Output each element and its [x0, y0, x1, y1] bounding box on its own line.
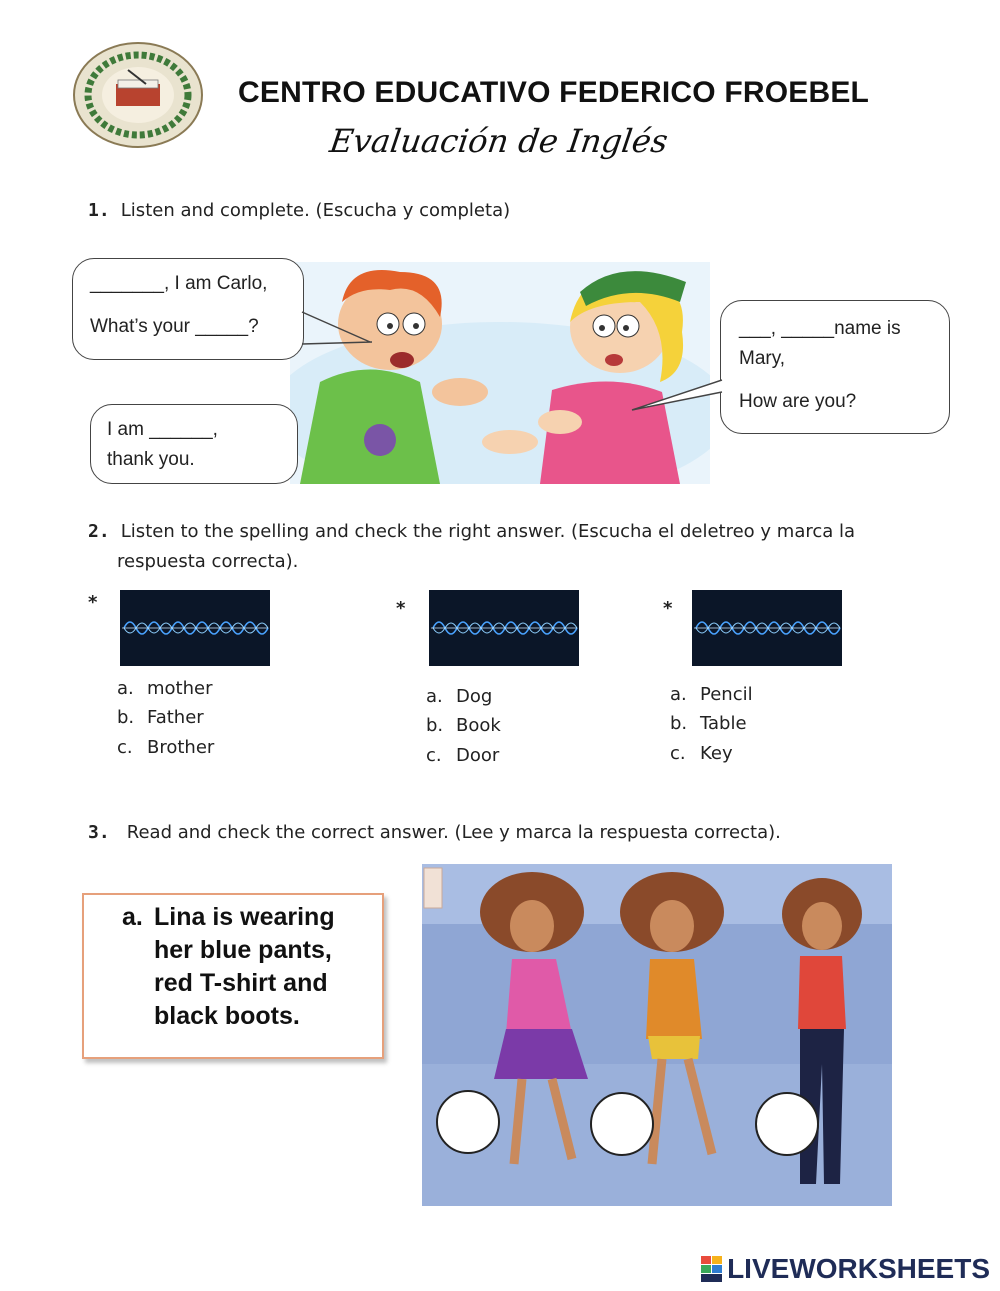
sound-wave-icon [692, 590, 842, 666]
audio-player-3[interactable] [692, 590, 842, 666]
audio-player-1[interactable] [120, 590, 270, 666]
card-line4: black boots. [154, 1002, 300, 1030]
audio-marker-2: * [396, 598, 406, 619]
bubble-carlo-line1: _______, I am Carlo, [90, 273, 268, 294]
card-line3: red T-shirt and [154, 969, 328, 997]
card-letter: a. [122, 903, 143, 931]
three-girls-illustration [422, 864, 892, 1206]
question-1-number: 1. [88, 200, 110, 221]
bubble-mary-line3: How are you? [739, 391, 857, 412]
bubble-mary-line1: ___, _____name is [739, 318, 901, 339]
option-1a[interactable]: a. mother [117, 678, 213, 699]
speech-bubble-mary [720, 300, 950, 434]
question-1-instruction: Listen and complete. (Escucha y completa) [120, 200, 511, 221]
bubble-mary-line2: Mary, [739, 348, 786, 369]
speech-bubble-carlo-greeting [72, 258, 304, 360]
question-2-heading [88, 521, 855, 542]
question-2-number: 2. [88, 521, 110, 542]
sound-wave-icon [429, 590, 579, 666]
liveworksheets-brand[interactable] [701, 1253, 990, 1285]
option-1c[interactable]: c. Brother [117, 737, 215, 758]
card-line2: her blue pants, [154, 936, 332, 964]
audio-player-2[interactable] [429, 590, 579, 666]
question-3-instruction: Read and check the correct answer. (Lee y marca la respuesta correcta). [126, 822, 781, 843]
option-3a[interactable]: a. Pencil [670, 684, 753, 705]
option-2c[interactable]: c. Door [426, 745, 500, 766]
option-3c[interactable]: c. Key [670, 743, 733, 764]
answer-circle-2[interactable] [590, 1092, 654, 1156]
card-line1: Lina is wearing [154, 903, 335, 931]
liveworksheets-logo-icon [701, 1256, 723, 1282]
bubble-carlo-line2: What’s your _____? [90, 316, 259, 337]
evaluation-title: Evaluación de Inglés [327, 122, 671, 160]
carlo-mary-illustration [290, 262, 710, 484]
question-2-instruction-line2: respuesta correcta). [117, 551, 299, 572]
audio-marker-1: * [88, 592, 98, 613]
bubble-reply-line2: thank you. [107, 449, 195, 470]
answer-circle-1[interactable] [436, 1090, 500, 1154]
question-3-heading [88, 822, 781, 843]
question-1-heading [88, 200, 510, 221]
school-logo [70, 40, 206, 150]
option-2b[interactable]: b. Book [426, 715, 501, 736]
question-2-instruction-line1: Listen to the spelling and check the right answer. (Escucha el deletreo y marca la [120, 521, 856, 542]
option-2a[interactable]: a. Dog [426, 686, 493, 707]
sound-wave-icon [120, 590, 270, 666]
answer-circle-3[interactable] [755, 1092, 819, 1156]
audio-marker-3: * [663, 598, 673, 619]
liveworksheets-wordmark: LIVEWORKSHEETS [727, 1253, 990, 1284]
bubble-reply-line1: I am ______, [107, 419, 218, 440]
bubble-tail-carlo [300, 310, 380, 350]
bubble-tail-mary [630, 378, 724, 414]
school-title: CENTRO EDUCATIVO FEDERICO FROEBEL [238, 76, 870, 109]
option-1b[interactable]: b. Father [117, 707, 204, 728]
option-3b[interactable]: b. Table [670, 713, 747, 734]
reading-card [82, 893, 384, 1059]
question-3-number: 3. [88, 822, 110, 843]
speech-bubble-carlo-reply [90, 404, 298, 484]
